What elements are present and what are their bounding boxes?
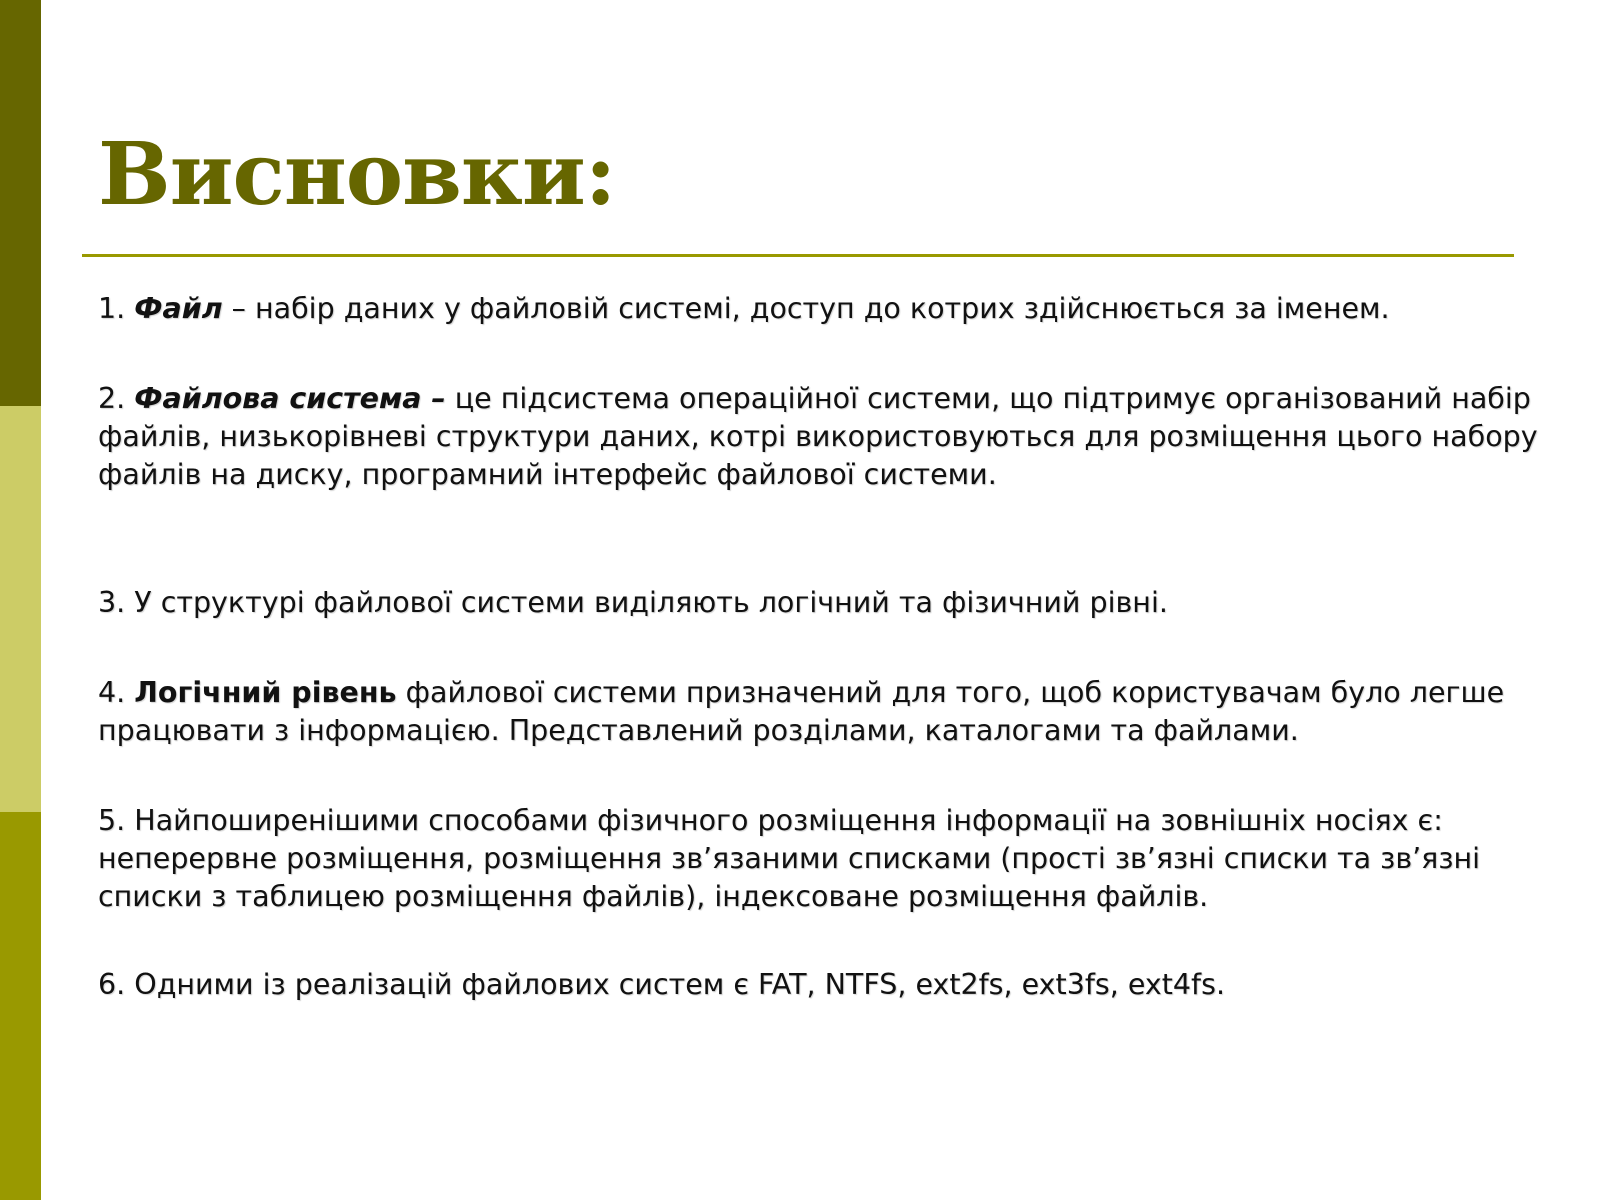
item-text: У структурі файлової системи виділяють логічний та фізичний рівні. xyxy=(134,586,1168,619)
slide-title: Висновки: xyxy=(98,124,616,225)
list-item xyxy=(98,380,1538,494)
item-term: Файлова система – xyxy=(134,382,446,415)
side-bar-middle xyxy=(0,406,41,812)
list-item xyxy=(98,584,1538,622)
item-number: 3. xyxy=(98,586,126,619)
title-underline xyxy=(82,254,1514,257)
list-item xyxy=(98,674,1538,750)
item-text: Одними із реалізацій файлових систем є FAT, NTFS, ext2fs, ext3fs, ext4fs. xyxy=(134,968,1226,1001)
list-item xyxy=(98,802,1538,916)
item-text: Найпоширенішими способами фізичного розміщення інформації на зовнішніх носіях є: неперервне розміщення, розміщення зв’язаними списками (прості зв’язні списки та зв’язні списки з таблицею розміщення файлів), індексоване розміщення файлів. xyxy=(98,804,1481,913)
item-number: 6. xyxy=(98,968,126,1001)
list-item xyxy=(98,966,1538,1004)
item-text: це підсистема операційної системи, що підтримує організований набір файлів, низькорівневі структури даних, котрі використовуються для розміщення цього набору файлів на диску, програмний інтерфейс файлової системи. xyxy=(98,382,1538,491)
side-bar-bottom xyxy=(0,812,41,1200)
side-bar-top xyxy=(0,0,41,406)
list-item xyxy=(98,290,1538,328)
item-text: – набір даних у файловій системі, доступ до котрих здійснюється за іменем. xyxy=(222,292,1390,325)
item-term: Файл xyxy=(134,292,223,325)
item-number: 2. xyxy=(98,382,126,415)
item-text: файлової системи призначений для того, щоб користувачам було легше працювати з інформацією. Представлений розділами, каталогами та файлами. xyxy=(98,676,1505,747)
item-number: 1. xyxy=(98,292,126,325)
item-term: Логічний рівень xyxy=(134,676,397,709)
item-number: 5. xyxy=(98,804,126,837)
item-number: 4. xyxy=(98,676,126,709)
